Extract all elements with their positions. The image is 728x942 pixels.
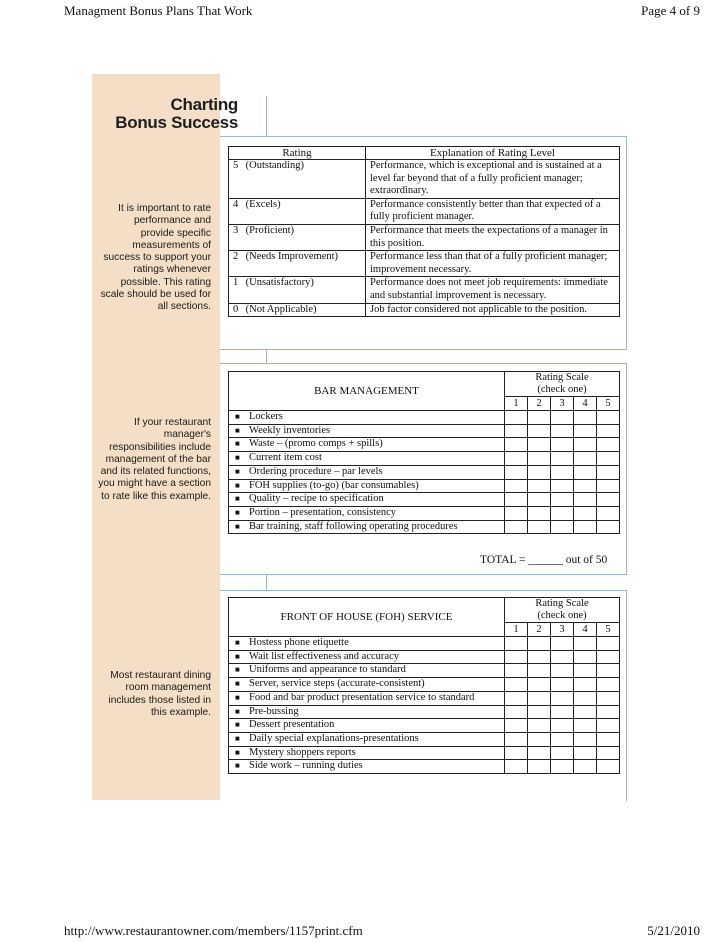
rating-checkbox[interactable] bbox=[597, 452, 620, 466]
side-note-rating: It is important to rate performance and provide specific measurements of success to support your ratings whenever possible. This rating scale should be used for all sections. bbox=[100, 203, 211, 313]
bullet-icon: ■ bbox=[235, 412, 240, 421]
rating-checkbox[interactable] bbox=[597, 664, 620, 678]
foh-item: ■ Wait list effectiveness and accuracy bbox=[229, 650, 505, 664]
rating-checkbox[interactable] bbox=[505, 465, 528, 479]
scale-col-3: 3 bbox=[551, 397, 574, 411]
rating-scale-header bbox=[505, 372, 620, 397]
side-note-foh: Most restaurant dining room management includes those listed in this example. bbox=[108, 670, 211, 718]
rating-label: (Not Applicable) bbox=[245, 303, 317, 315]
scale-col-1: 1 bbox=[505, 397, 528, 411]
rating-checkbox[interactable] bbox=[574, 637, 597, 651]
bullet-icon: ■ bbox=[235, 453, 240, 463]
bar-item: ■ Bar training, staff following operating procedures bbox=[229, 520, 505, 534]
foh-item: ■ Hostess phone etiquette bbox=[229, 637, 505, 651]
rating-checkbox[interactable] bbox=[551, 719, 574, 733]
table-row bbox=[229, 732, 620, 746]
divider-line bbox=[266, 349, 267, 363]
bullet-icon: ■ bbox=[235, 665, 240, 675]
rating-checkbox[interactable] bbox=[597, 760, 620, 774]
rating-checkbox[interactable] bbox=[505, 452, 528, 466]
rating-checkbox[interactable] bbox=[574, 650, 597, 664]
rating-checkbox[interactable] bbox=[505, 424, 528, 438]
rating-label: (Unsatisfactory) bbox=[245, 277, 314, 289]
rating-checkbox[interactable] bbox=[505, 520, 528, 534]
bullet-icon: ■ bbox=[235, 494, 240, 504]
rating-checkbox[interactable] bbox=[528, 691, 551, 705]
rating-checkbox[interactable] bbox=[551, 411, 574, 425]
rating-column-header: Rating bbox=[229, 147, 366, 160]
foh-item: ■ Side work – running duties bbox=[229, 760, 505, 774]
scale-col-3: 3 bbox=[551, 623, 574, 637]
rating-checkbox[interactable] bbox=[528, 732, 551, 746]
rating-checkbox[interactable] bbox=[574, 664, 597, 678]
table-row bbox=[229, 520, 620, 534]
rating-cell bbox=[229, 303, 366, 317]
rating-checkbox[interactable] bbox=[551, 520, 574, 534]
bullet-icon: ■ bbox=[235, 480, 240, 490]
bullet-icon: ■ bbox=[235, 507, 240, 517]
rating-checkbox[interactable] bbox=[574, 479, 597, 493]
table-row bbox=[229, 224, 620, 250]
rating-checkbox[interactable] bbox=[528, 705, 551, 719]
table-row bbox=[229, 479, 620, 493]
rating-checkbox[interactable] bbox=[597, 637, 620, 651]
rating-checkbox[interactable] bbox=[574, 691, 597, 705]
foh-item: ■ Pre-bussing bbox=[229, 705, 505, 719]
scale-col-5: 5 bbox=[597, 397, 620, 411]
rating-checkbox[interactable] bbox=[551, 664, 574, 678]
rating-checkbox[interactable] bbox=[551, 438, 574, 452]
rating-checkbox[interactable] bbox=[528, 746, 551, 760]
scale-col-5: 5 bbox=[597, 623, 620, 637]
rating-number: 2 bbox=[233, 251, 239, 263]
rating-checkbox[interactable] bbox=[505, 479, 528, 493]
table-row bbox=[229, 760, 620, 774]
rating-checkbox[interactable] bbox=[597, 506, 620, 520]
bar-item: ■ FOH supplies (to-go) (bar consumables) bbox=[229, 479, 505, 493]
foh-item: ■ Dessert presentation bbox=[229, 719, 505, 733]
rating-checkbox[interactable] bbox=[505, 746, 528, 760]
rating-checkbox[interactable] bbox=[551, 479, 574, 493]
bullet-icon: ■ bbox=[235, 679, 240, 689]
rating-checkbox[interactable] bbox=[551, 637, 574, 651]
table-row bbox=[229, 438, 620, 452]
rating-checkbox[interactable] bbox=[574, 424, 597, 438]
rating-checkbox[interactable] bbox=[528, 760, 551, 774]
rating-checkbox[interactable] bbox=[574, 760, 597, 774]
rating-checkbox[interactable] bbox=[528, 506, 551, 520]
scale-col-2: 2 bbox=[528, 397, 551, 411]
rating-checkbox[interactable] bbox=[505, 760, 528, 774]
rating-number: 4 bbox=[233, 198, 239, 210]
table-row bbox=[229, 691, 620, 705]
table-row bbox=[229, 198, 620, 224]
scale-col-1: 1 bbox=[505, 623, 528, 637]
rating-checkbox[interactable] bbox=[551, 650, 574, 664]
bar-item: ■ Portion – presentation, consistency bbox=[229, 506, 505, 520]
rating-checkbox[interactable] bbox=[505, 493, 528, 507]
rating-checkbox[interactable] bbox=[574, 705, 597, 719]
rating-checkbox[interactable] bbox=[597, 438, 620, 452]
rating-checkbox[interactable] bbox=[551, 465, 574, 479]
side-note-bar: If your restaurant manager's responsibilities include management of the bar and its related functions, you might have a section to rate like this example. bbox=[98, 417, 211, 502]
rating-cell bbox=[229, 277, 366, 303]
rating-checkbox[interactable] bbox=[528, 719, 551, 733]
foh-section-title: FRONT OF HOUSE (FOH) SERVICE bbox=[229, 598, 505, 637]
rating-checkbox[interactable] bbox=[597, 479, 620, 493]
bullet-icon: ■ bbox=[235, 638, 240, 647]
bullet-icon: ■ bbox=[235, 425, 240, 435]
rating-checkbox[interactable] bbox=[551, 424, 574, 438]
table-row bbox=[229, 650, 620, 664]
foh-item: ■ Server, service steps (accurate-consistent) bbox=[229, 678, 505, 692]
bullet-icon: ■ bbox=[235, 733, 240, 743]
rating-checkbox[interactable] bbox=[551, 760, 574, 774]
rating-checkbox[interactable] bbox=[597, 465, 620, 479]
rating-checkbox[interactable] bbox=[597, 746, 620, 760]
foh-service-table bbox=[228, 597, 620, 774]
rating-cell bbox=[229, 198, 366, 224]
footer-url[interactable]: http://www.restaurantowner.com/members/1157print.cfm bbox=[64, 923, 363, 938]
rating-checkbox[interactable] bbox=[597, 705, 620, 719]
page-title-line2: Bonus Success bbox=[115, 113, 238, 132]
rating-checkbox[interactable] bbox=[505, 438, 528, 452]
bullet-icon: ■ bbox=[235, 651, 240, 661]
rating-checkbox[interactable] bbox=[505, 411, 528, 425]
rating-scale-title: Rating Scale bbox=[535, 598, 589, 609]
rating-checkbox[interactable] bbox=[505, 678, 528, 692]
rating-cell bbox=[229, 160, 366, 199]
table-row bbox=[229, 637, 620, 651]
rating-cell bbox=[229, 224, 366, 250]
rating-checkbox[interactable] bbox=[597, 719, 620, 733]
table-row bbox=[229, 719, 620, 733]
rating-scale-header bbox=[505, 598, 620, 623]
bar-item: ■ Quality – recipe to specification bbox=[229, 493, 505, 507]
table-row bbox=[229, 678, 620, 692]
document-title: Managment Bonus Plans That Work bbox=[64, 3, 253, 18]
rating-checkbox[interactable] bbox=[551, 452, 574, 466]
bar-item: ■ Waste – (promo comps + spills) bbox=[229, 438, 505, 452]
rating-checkbox[interactable] bbox=[597, 650, 620, 664]
rating-number: 3 bbox=[233, 224, 239, 236]
table-row bbox=[229, 251, 620, 277]
rating-checkbox[interactable] bbox=[505, 691, 528, 705]
rating-checkbox[interactable] bbox=[505, 705, 528, 719]
rating-checkbox[interactable] bbox=[551, 493, 574, 507]
table-row bbox=[229, 493, 620, 507]
rating-checkbox[interactable] bbox=[597, 411, 620, 425]
rating-checkbox[interactable] bbox=[528, 438, 551, 452]
bullet-icon: ■ bbox=[235, 692, 240, 702]
bullet-icon: ■ bbox=[235, 521, 240, 531]
rating-checkbox[interactable] bbox=[597, 732, 620, 746]
rating-checkbox[interactable] bbox=[505, 637, 528, 651]
rating-checkbox[interactable] bbox=[505, 506, 528, 520]
table-row bbox=[229, 746, 620, 760]
rating-checkbox[interactable] bbox=[505, 650, 528, 664]
table-row bbox=[229, 664, 620, 678]
bullet-icon: ■ bbox=[235, 466, 240, 476]
bar-management-table bbox=[228, 371, 620, 534]
rating-checkbox[interactable] bbox=[528, 493, 551, 507]
rating-checkbox[interactable] bbox=[528, 520, 551, 534]
rating-checkbox[interactable] bbox=[551, 506, 574, 520]
table-row bbox=[229, 411, 620, 425]
divider-line bbox=[266, 574, 267, 590]
bullet-icon: ■ bbox=[235, 706, 240, 716]
table-row bbox=[229, 452, 620, 466]
bar-item: ■ Weekly inventories bbox=[229, 424, 505, 438]
rating-checkbox[interactable] bbox=[551, 732, 574, 746]
rating-checkbox[interactable] bbox=[597, 493, 620, 507]
rating-scale-subtitle: (check one) bbox=[537, 610, 587, 621]
scale-col-2: 2 bbox=[528, 623, 551, 637]
rating-checkbox[interactable] bbox=[528, 465, 551, 479]
rating-label: (Excels) bbox=[245, 198, 281, 210]
rating-checkbox[interactable] bbox=[528, 424, 551, 438]
rating-checkbox[interactable] bbox=[597, 678, 620, 692]
rating-checkbox[interactable] bbox=[574, 411, 597, 425]
bar-item: ■ Lockers bbox=[229, 411, 505, 425]
rating-checkbox[interactable] bbox=[528, 650, 551, 664]
table-row bbox=[229, 160, 620, 199]
explanation-column-header: Explanation of Rating Level bbox=[366, 147, 620, 160]
rating-checkbox[interactable] bbox=[505, 664, 528, 678]
rating-scale-subtitle: (check one) bbox=[537, 384, 587, 395]
page-title-line1: Charting bbox=[170, 95, 238, 114]
rating-checkbox[interactable] bbox=[551, 691, 574, 705]
scale-col-4: 4 bbox=[574, 623, 597, 637]
rating-checkbox[interactable] bbox=[597, 691, 620, 705]
rating-label: (Needs Improvement) bbox=[245, 251, 339, 263]
table-row bbox=[229, 465, 620, 479]
rating-explanation: Performance consistently better than that expected of a fully proficient manager. bbox=[366, 198, 620, 224]
bullet-icon: ■ bbox=[235, 747, 240, 757]
rating-checkbox[interactable] bbox=[574, 520, 597, 534]
table-header-row bbox=[229, 147, 620, 160]
rating-checkbox[interactable] bbox=[574, 678, 597, 692]
table-row bbox=[229, 506, 620, 520]
rating-checkbox[interactable] bbox=[505, 719, 528, 733]
rating-checkbox[interactable] bbox=[505, 732, 528, 746]
rating-checkbox[interactable] bbox=[597, 520, 620, 534]
rating-number: 0 bbox=[233, 303, 239, 315]
rating-checkbox[interactable] bbox=[551, 678, 574, 692]
rating-cell bbox=[229, 251, 366, 277]
footer-date: 5/21/2010 bbox=[647, 923, 700, 938]
bullet-icon: ■ bbox=[235, 761, 240, 771]
page-number: Page 4 of 9 bbox=[641, 3, 700, 18]
rating-checkbox[interactable] bbox=[528, 452, 551, 466]
rating-checkbox[interactable] bbox=[551, 746, 574, 760]
divider-line bbox=[266, 96, 267, 136]
bullet-icon: ■ bbox=[235, 439, 240, 449]
table-row bbox=[229, 303, 620, 317]
rating-explanation: Job factor considered not applicable to the position. bbox=[366, 303, 620, 317]
rating-checkbox[interactable] bbox=[528, 479, 551, 493]
rating-checkbox[interactable] bbox=[597, 424, 620, 438]
rating-checkbox[interactable] bbox=[574, 465, 597, 479]
rating-checkbox[interactable] bbox=[528, 637, 551, 651]
bullet-icon: ■ bbox=[235, 720, 240, 730]
rating-checkbox[interactable] bbox=[574, 746, 597, 760]
bar-total: TOTAL = ______ out of 50 bbox=[480, 554, 608, 566]
table-row bbox=[229, 705, 620, 719]
rating-checkbox[interactable] bbox=[528, 411, 551, 425]
rating-checkbox[interactable] bbox=[574, 438, 597, 452]
bar-item: ■ Current item cost bbox=[229, 452, 505, 466]
rating-explanation: Performance does not meet job requirements: immediate and substantial improvement is necessary. bbox=[366, 277, 620, 303]
rating-label: (Proficient) bbox=[245, 224, 295, 236]
rating-explanation: Performance that meets the expectations of a manager in this position. bbox=[366, 224, 620, 250]
rating-checkbox[interactable] bbox=[574, 452, 597, 466]
table-row bbox=[229, 277, 620, 303]
bar-item: ■ Ordering procedure – par levels bbox=[229, 465, 505, 479]
rating-explanation: Performance, which is exceptional and is sustained at a level far beyond that of a fully proficient manager; extraordinary. bbox=[366, 160, 620, 199]
rating-checkbox[interactable] bbox=[574, 719, 597, 733]
bar-section-title: BAR MANAGEMENT bbox=[229, 372, 505, 411]
rating-label: (Outstanding) bbox=[245, 160, 304, 171]
rating-explanation: Performance less than that of a fully proficient manager; improvement necessary. bbox=[366, 251, 620, 277]
rating-checkbox[interactable] bbox=[528, 678, 551, 692]
foh-item: ■ Daily special explanations-presentations bbox=[229, 732, 505, 746]
foh-item: ■ Food and bar product presentation service to standard bbox=[229, 691, 505, 705]
scale-col-4: 4 bbox=[574, 397, 597, 411]
foh-item: ■ Uniforms and appearance to standard bbox=[229, 664, 505, 678]
page-title bbox=[96, 96, 238, 132]
foh-item: ■ Mystery shoppers reports bbox=[229, 746, 505, 760]
rating-checkbox[interactable] bbox=[528, 664, 551, 678]
rating-checkbox[interactable] bbox=[551, 705, 574, 719]
rating-scale-table bbox=[228, 146, 620, 317]
rating-number: 5 bbox=[233, 160, 239, 171]
rating-scale-title: Rating Scale bbox=[535, 372, 589, 383]
rating-checkbox[interactable] bbox=[574, 506, 597, 520]
rating-number: 1 bbox=[233, 277, 239, 289]
rating-checkbox[interactable] bbox=[574, 732, 597, 746]
table-row bbox=[229, 424, 620, 438]
rating-checkbox[interactable] bbox=[574, 493, 597, 507]
